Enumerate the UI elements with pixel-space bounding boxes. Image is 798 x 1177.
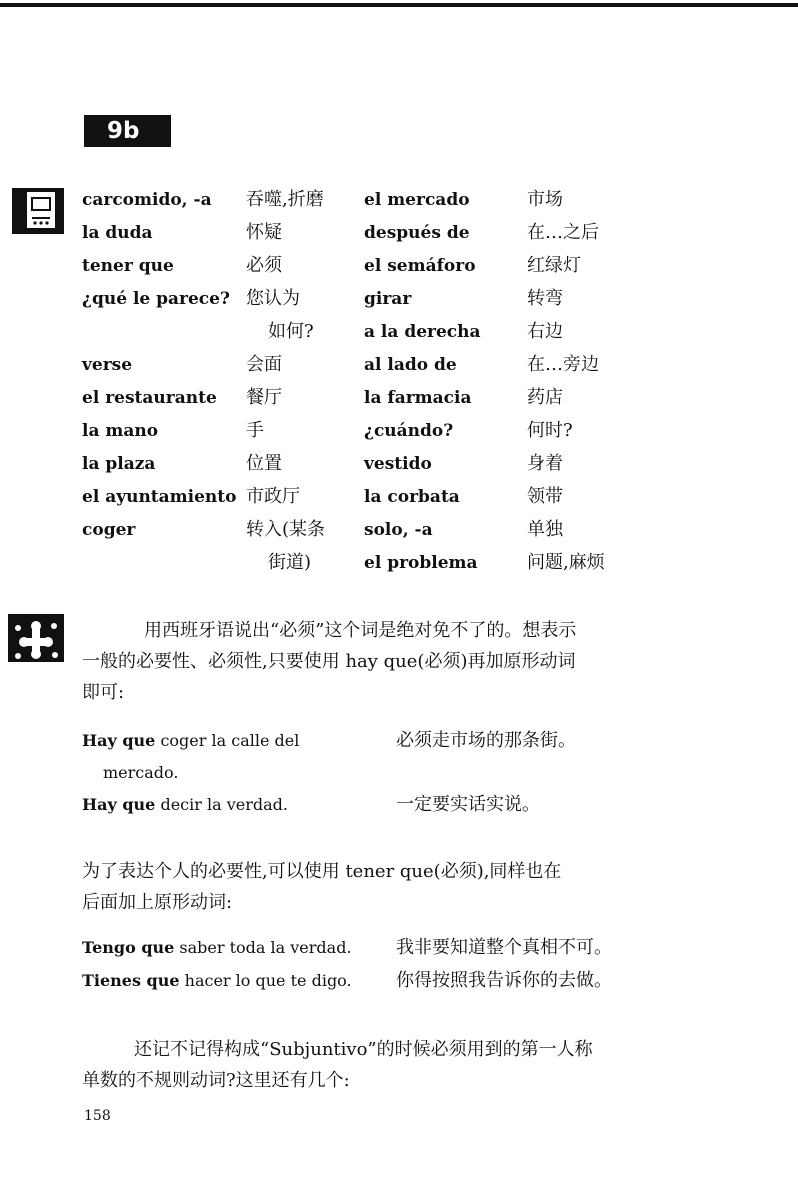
chinese-meaning-continued: 街道) <box>268 552 312 573</box>
spanish-term: solo, -a <box>364 520 433 540</box>
chinese-meaning: 右边 <box>527 321 563 342</box>
spanish-term: tener que <box>82 256 174 276</box>
example-text: coger la calle del <box>155 731 300 750</box>
spanish-term: ¿cuándo? <box>364 421 454 441</box>
spanish-term: el restaurante <box>82 388 217 408</box>
chinese-meaning: 身着 <box>527 453 563 474</box>
chinese-meaning: 市政厅 <box>246 486 300 507</box>
spanish-term: después de <box>364 223 470 243</box>
example-translation: 你得按照我告诉你的去做。 <box>396 970 612 991</box>
paragraph-line: 还记不记得构成“Subjuntivo”的时候必须用到的第一人称 <box>134 1039 593 1060</box>
chinese-meaning: 吞噬,折磨 <box>246 189 324 210</box>
paragraph-line: 为了表达个人的必要性,可以使用 tener que(必须),同样也在 <box>82 861 562 882</box>
example-text: decir la verdad. <box>155 795 288 814</box>
chinese-meaning: 药店 <box>527 387 563 408</box>
section-badge: 9b <box>84 115 171 147</box>
page-number: 158 <box>84 1108 111 1124</box>
spanish-term: ¿qué le parece? <box>82 289 230 309</box>
chinese-meaning: 市场 <box>527 189 563 210</box>
example-sentence <box>82 934 352 962</box>
spanish-term: coger <box>82 520 136 540</box>
example-keyword: Tienes que <box>82 971 180 990</box>
top-rule <box>0 3 798 7</box>
spanish-term: el semáforo <box>364 256 476 276</box>
example-sentence <box>82 967 352 995</box>
example-translation: 我非要知道整个真相不可。 <box>396 937 612 958</box>
spanish-term: girar <box>364 289 412 309</box>
chinese-meaning: 领带 <box>527 486 563 507</box>
spanish-term: verse <box>82 355 133 375</box>
chinese-meaning: 餐厅 <box>246 387 282 408</box>
tablet-icon <box>8 185 68 237</box>
spanish-term: el problema <box>364 553 478 573</box>
note-paragraph-3 <box>82 1034 593 1096</box>
spanish-term: la farmacia <box>364 388 472 408</box>
example-keyword: Tengo que <box>82 938 175 957</box>
note-paragraph-2 <box>82 856 561 918</box>
spanish-term: la mano <box>82 421 159 441</box>
example-sentence-continued: mercado. <box>103 763 179 782</box>
spanish-term: la plaza <box>82 454 156 474</box>
chinese-meaning: 问题,麻烦 <box>527 552 605 573</box>
chinese-meaning: 红绿灯 <box>527 255 581 276</box>
paragraph-line: 一般的必要性、必须性,只要使用 hay que(必须)再加原形动词 <box>82 651 576 672</box>
example-translation: 一定要实话实说。 <box>396 794 540 815</box>
chinese-meaning: 在…旁边 <box>527 354 599 375</box>
chinese-meaning: 在…之后 <box>527 222 599 243</box>
paragraph-line: 单数的不规则动词?这里还有几个: <box>82 1070 350 1091</box>
note-paragraph-1 <box>82 615 576 708</box>
chinese-meaning: 必须 <box>246 255 282 276</box>
spanish-term: carcomido, -a <box>82 190 212 210</box>
paragraph-line: 后面加上原形动词: <box>82 892 233 913</box>
spanish-term: al lado de <box>364 355 457 375</box>
example-sentence <box>82 791 288 819</box>
chinese-meaning: 手 <box>246 420 264 441</box>
spanish-term: vestido <box>364 454 432 474</box>
chinese-meaning: 怀疑 <box>246 222 282 243</box>
paragraph-line: 即可: <box>82 682 125 703</box>
spanish-term: el ayuntamiento <box>82 487 237 507</box>
puzzle-icon <box>6 612 66 664</box>
spanish-term: a la derecha <box>364 322 481 342</box>
spanish-term: la corbata <box>364 487 460 507</box>
spanish-term: la duda <box>82 223 153 243</box>
example-text: saber toda la verdad. <box>174 938 352 957</box>
example-keyword: Hay que <box>82 731 156 750</box>
chinese-meaning: 位置 <box>246 453 282 474</box>
example-text: hacer lo que te digo. <box>179 971 352 990</box>
example-keyword: Hay que <box>82 795 156 814</box>
example-translation: 必须走市场的那条街。 <box>396 730 576 751</box>
chinese-meaning-continued: 如何? <box>268 321 314 342</box>
chinese-meaning: 何时? <box>527 420 573 441</box>
chinese-meaning: 单独 <box>527 519 563 540</box>
chinese-meaning: 您认为 <box>246 288 300 309</box>
chinese-meaning: 会面 <box>246 354 282 375</box>
chinese-meaning: 转入(某条 <box>246 519 326 540</box>
paragraph-line: 用西班牙语说出“必须”这个词是绝对免不了的。想表示 <box>144 620 577 641</box>
chinese-meaning: 转弯 <box>527 288 563 309</box>
example-sentence <box>82 727 299 755</box>
spanish-term: el mercado <box>364 190 470 210</box>
